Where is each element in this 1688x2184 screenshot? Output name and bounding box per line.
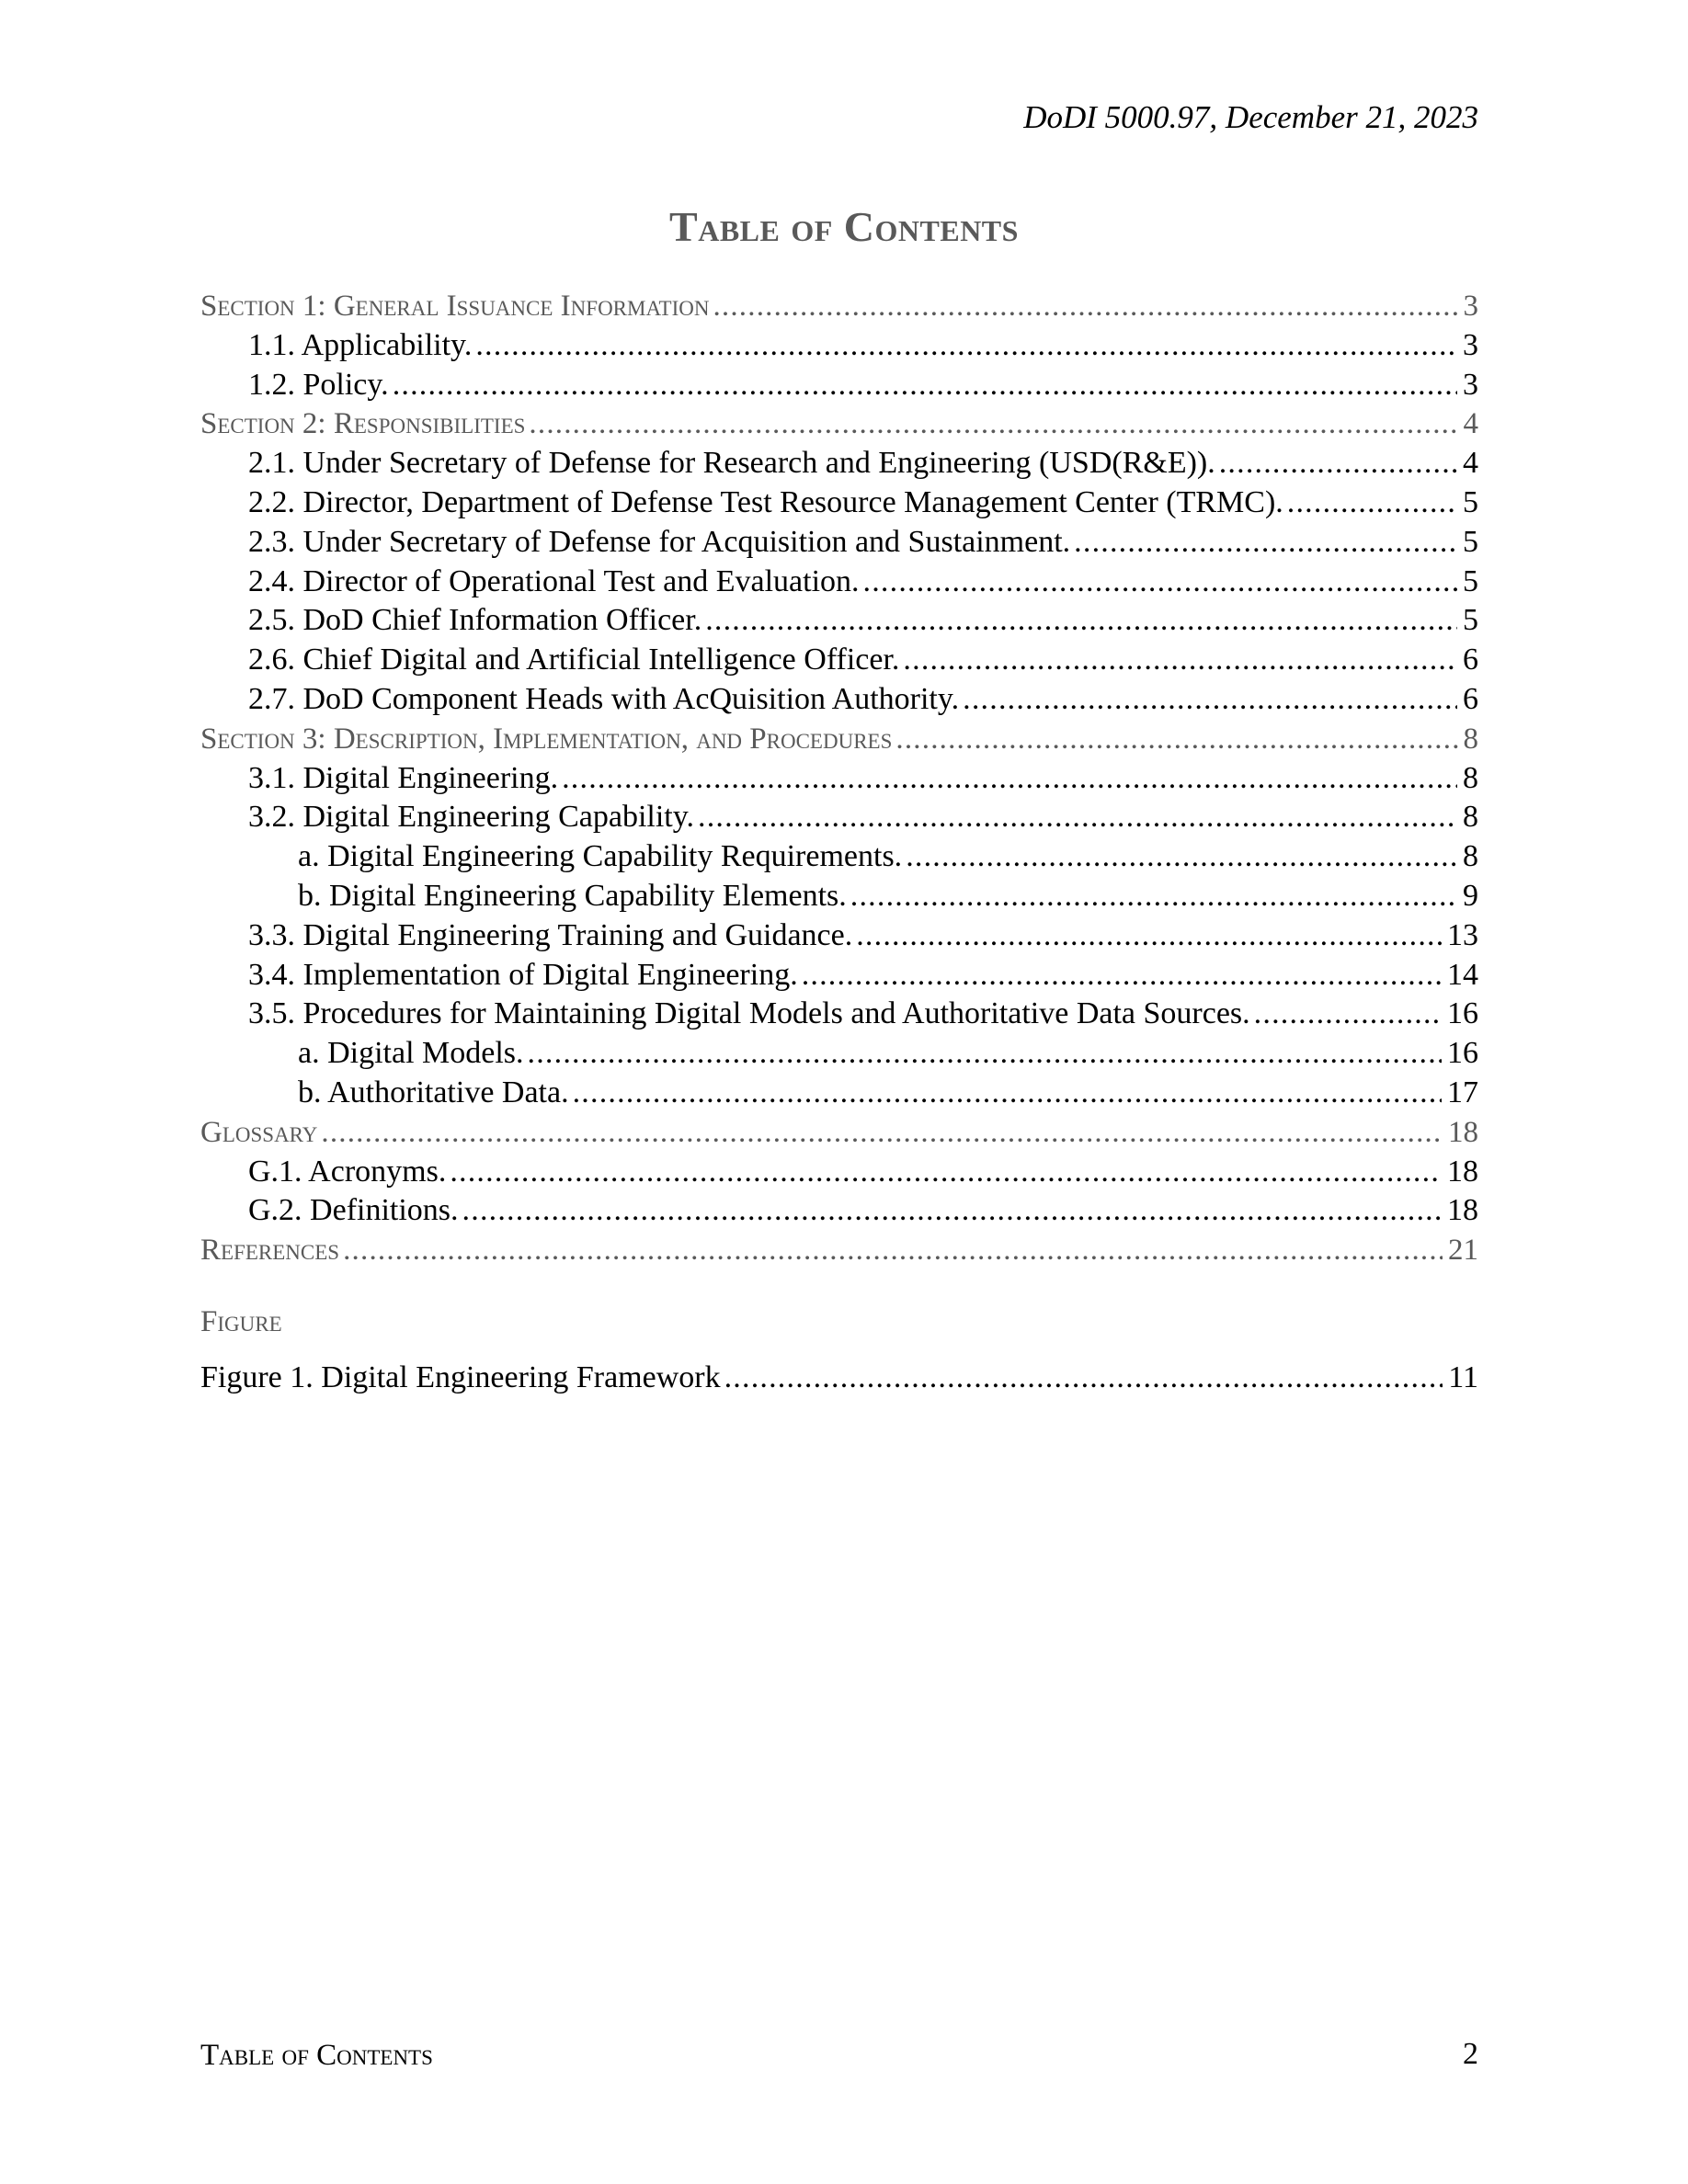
document-reference: DoDI 5000.97, December 21, 2023 — [1023, 99, 1478, 135]
dot-leader — [1074, 523, 1457, 563]
toc-subsection-entry[interactable] — [200, 916, 1478, 956]
toc-entry-page-number: 8 — [1463, 760, 1478, 795]
toc-subsection-entry[interactable] — [200, 680, 1478, 720]
footer-section-title: Table of Contents — [200, 2039, 433, 2072]
toc-entry-page-number: 6 — [1463, 643, 1478, 677]
toc-entry-label: Section 3: Description, Implementation, and Procedures — [200, 722, 893, 756]
toc-subsection-entry[interactable] — [200, 1034, 1478, 1074]
toc-entry-page-number: 6 — [1463, 681, 1478, 716]
toc-entry-label: 3.3. Digital Engineering Training and Guidance. — [248, 917, 853, 952]
toc-entry-label: 2.6. Chief Digital and Artificial Intelligence Officer. — [248, 643, 900, 677]
toc-entry-page-number: 16 — [1447, 996, 1478, 1031]
page-title: Table of Contents — [669, 203, 1019, 250]
toc-entry-label: Section 1: General Issuance Information — [200, 290, 710, 323]
toc-entry-page-number: 3 — [1463, 367, 1478, 402]
toc-entry-label: G.2. Definitions. — [248, 1193, 459, 1228]
toc-subsection-entry[interactable] — [200, 326, 1478, 366]
toc-entry-label: b. Digital Engineering Capability Elements. — [298, 878, 847, 913]
toc-section-entry[interactable] — [200, 287, 1478, 326]
table-of-contents — [200, 287, 1478, 1270]
toc-entry-page-number: 13 — [1447, 917, 1478, 952]
toc-entry-label: 3.4. Implementation of Digital Engineering. — [248, 957, 798, 992]
dot-leader — [321, 1113, 1443, 1153]
toc-subsection-entry[interactable] — [200, 523, 1478, 563]
toc-section-entry[interactable] — [200, 1231, 1478, 1270]
toc-subsection-entry[interactable] — [200, 483, 1478, 523]
toc-entry-page-number: 4 — [1463, 446, 1478, 481]
toc-subsection-entry[interactable] — [200, 995, 1478, 1034]
toc-subsection-entry[interactable] — [200, 1153, 1478, 1192]
toc-entry-page-number: 5 — [1463, 484, 1478, 519]
footer-page-number: 2 — [1463, 2037, 1478, 2071]
dot-leader — [1254, 995, 1442, 1034]
dot-leader — [906, 837, 1457, 877]
figure-entry[interactable] — [200, 1359, 1478, 1398]
figure-list — [200, 1359, 1478, 1398]
toc-entry-page-number: 3 — [1463, 290, 1478, 323]
toc-subsection-entry[interactable] — [200, 1074, 1478, 1113]
toc-entry-page-number: 17 — [1447, 1075, 1478, 1109]
toc-subsection-entry[interactable] — [200, 601, 1478, 641]
toc-entry-label: 2.7. DoD Component Heads with AcQuisition Authority. — [248, 681, 960, 716]
dot-leader — [713, 287, 1457, 326]
toc-entry-page-number: 21 — [1448, 1234, 1478, 1268]
dot-leader — [903, 641, 1457, 680]
dot-leader — [529, 404, 1457, 444]
toc-entry-label: References — [200, 1234, 340, 1268]
dot-leader — [528, 1034, 1442, 1074]
toc-entry-page-number: 18 — [1447, 1154, 1478, 1189]
toc-entry-label: 2.1. Under Secretary of Defense for Research and Engineering (USD(R&E)). — [248, 446, 1215, 481]
dot-leader — [724, 1359, 1443, 1398]
toc-entry-label: G.1. Acronyms. — [248, 1154, 447, 1189]
dot-leader — [573, 1074, 1442, 1113]
toc-entry-page-number: 5 — [1463, 563, 1478, 598]
toc-section-entry[interactable] — [200, 404, 1478, 444]
toc-entry-label: a. Digital Engineering Capability Requirements. — [298, 839, 903, 874]
toc-entry-label: 2.2. Director, Department of Defense Test Resource Management Center (TRMC). — [248, 484, 1283, 519]
dot-leader — [462, 1191, 1442, 1231]
toc-subsection-entry[interactable] — [200, 759, 1478, 799]
toc-subsection-entry[interactable] — [200, 837, 1478, 877]
toc-entry-page-number: 18 — [1447, 1193, 1478, 1228]
toc-entry-label: 3.5. Procedures for Maintaining Digital Models and Authoritative Data Sources. — [248, 996, 1250, 1031]
toc-entry-label: b. Authoritative Data. — [298, 1075, 569, 1109]
toc-entry-page-number: 16 — [1447, 1036, 1478, 1071]
toc-entry-page-number: 4 — [1463, 407, 1478, 441]
toc-entry-label: 2.4. Director of Operational Test and Evaluation. — [248, 563, 860, 598]
toc-subsection-entry[interactable] — [200, 798, 1478, 837]
toc-subsection-entry[interactable] — [200, 444, 1478, 483]
toc-subsection-entry[interactable] — [200, 877, 1478, 916]
dot-leader — [1219, 444, 1457, 483]
toc-entry-page-number: 8 — [1463, 800, 1478, 835]
toc-entry-page-number: 8 — [1463, 839, 1478, 874]
dot-leader — [850, 877, 1457, 916]
dot-leader — [450, 1153, 1442, 1192]
toc-entry-page-number: 14 — [1447, 957, 1478, 992]
toc-entry-label: 2.5. DoD Chief Information Officer. — [248, 603, 702, 638]
dot-leader — [705, 601, 1457, 641]
figure-list-heading: Figure — [200, 1305, 282, 1338]
toc-entry-page-number: 18 — [1448, 1115, 1478, 1149]
toc-subsection-entry[interactable] — [200, 563, 1478, 602]
dot-leader — [698, 798, 1457, 837]
toc-entry-label: Glossary — [200, 1115, 318, 1149]
toc-entry-page-number: 3 — [1463, 327, 1478, 362]
toc-entry-label: a. Digital Models. — [298, 1036, 524, 1071]
toc-entry-page-number: 9 — [1463, 878, 1478, 913]
toc-entry-page-number: 5 — [1463, 603, 1478, 638]
toc-subsection-entry[interactable] — [200, 956, 1478, 995]
toc-entry-label: 1.1. Applicability. — [248, 327, 473, 362]
toc-entry-page-number: 5 — [1463, 524, 1478, 559]
toc-subsection-entry[interactable] — [200, 1191, 1478, 1231]
toc-entry-label: Section 2: Responsibilities — [200, 407, 526, 441]
dot-leader — [343, 1231, 1443, 1270]
toc-section-entry[interactable] — [200, 1113, 1478, 1153]
dot-leader — [863, 563, 1457, 602]
dot-leader — [1287, 483, 1457, 523]
toc-entry-label: 3.1. Digital Engineering. — [248, 760, 559, 795]
toc-subsection-entry[interactable] — [200, 366, 1478, 405]
dot-leader — [475, 326, 1457, 366]
dot-leader — [393, 366, 1457, 405]
dot-leader — [802, 956, 1442, 995]
toc-entry-page-number: 8 — [1463, 722, 1478, 756]
toc-section-entry[interactable] — [200, 720, 1478, 759]
dot-leader — [856, 916, 1442, 956]
dot-leader — [963, 680, 1457, 720]
dot-leader — [562, 759, 1457, 799]
dot-leader — [895, 720, 1457, 759]
toc-entry-label: Figure 1. Digital Engineering Framework — [200, 1360, 721, 1394]
toc-subsection-entry[interactable] — [200, 641, 1478, 680]
toc-entry-label: 2.3. Under Secretary of Defense for Acquisition and Sustainment. — [248, 524, 1071, 559]
toc-entry-page-number: 11 — [1448, 1360, 1478, 1394]
toc-entry-label: 3.2. Digital Engineering Capability. — [248, 800, 695, 835]
toc-entry-label: 1.2. Policy. — [248, 367, 389, 402]
